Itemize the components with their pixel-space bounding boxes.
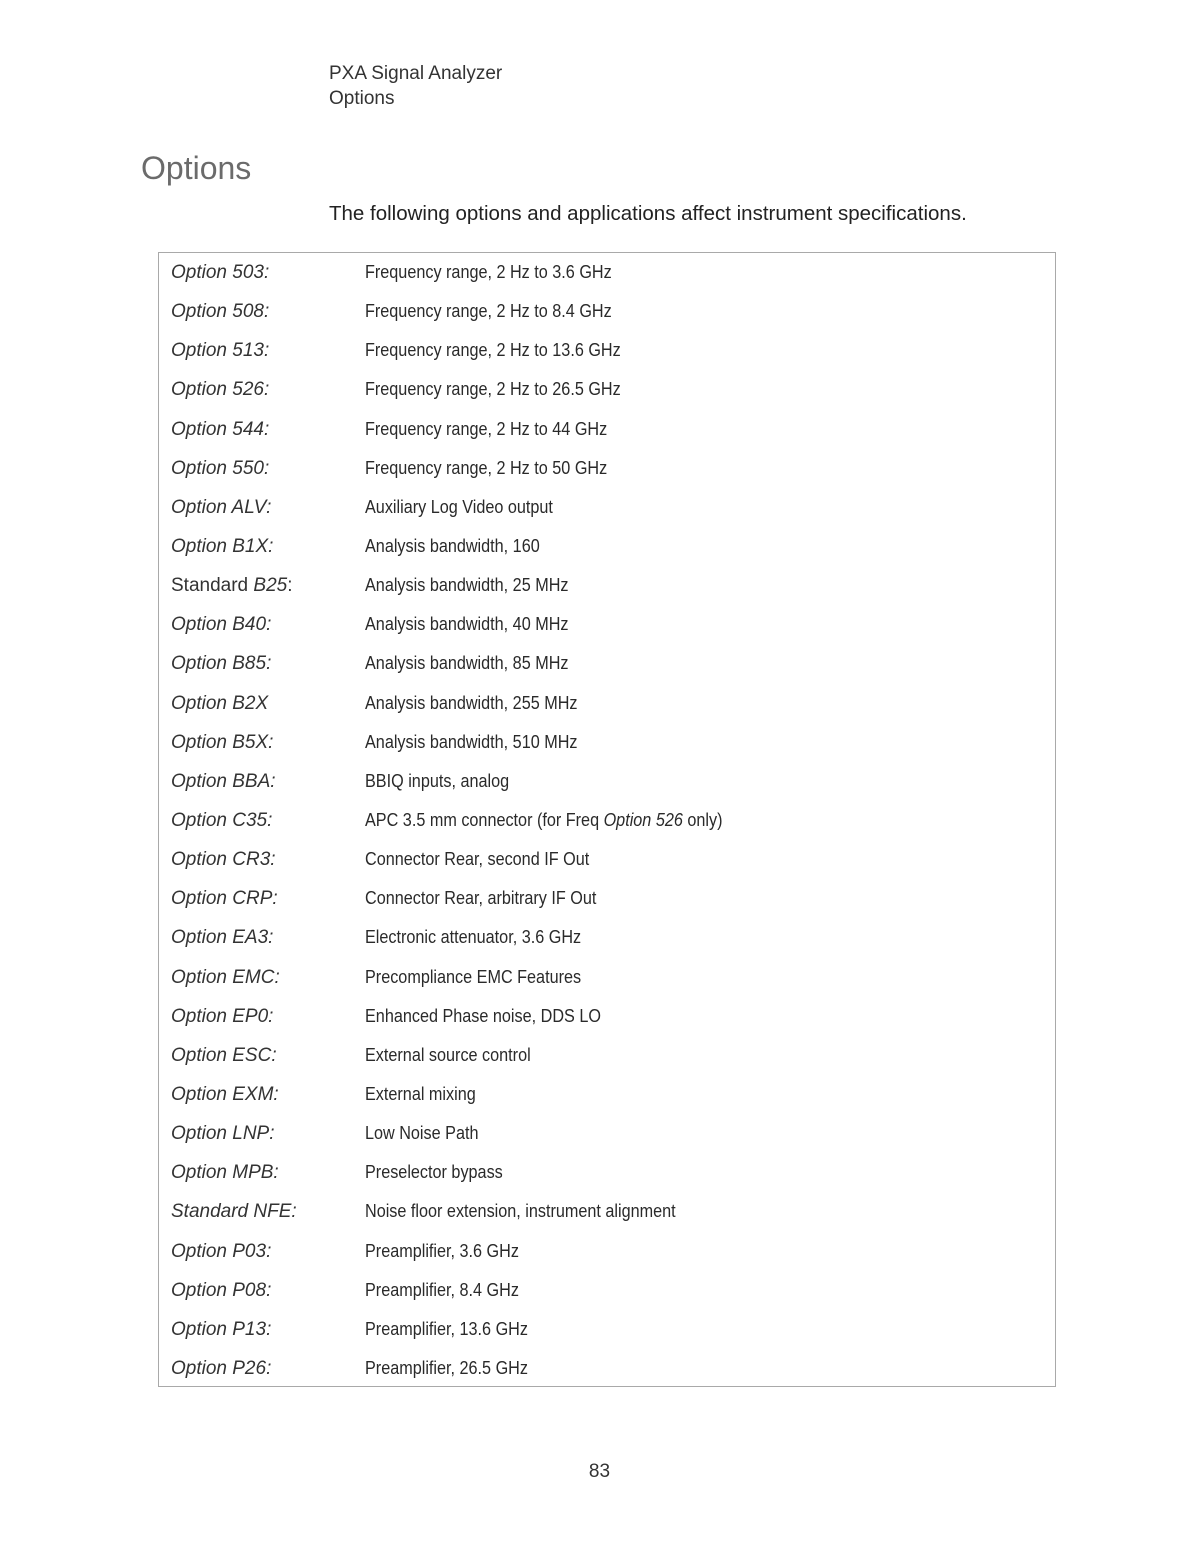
table-row bbox=[159, 1114, 1055, 1153]
option-description bbox=[365, 1271, 519, 1310]
option-description bbox=[365, 1114, 478, 1153]
option-description-text: Analysis bandwidth, 40 MHz bbox=[365, 614, 569, 635]
option-code-label: Option B85: bbox=[171, 653, 272, 675]
option-code bbox=[171, 918, 273, 957]
table-row bbox=[159, 449, 1055, 488]
option-description-text: Preselector bypass bbox=[365, 1162, 503, 1183]
option-code bbox=[171, 801, 272, 840]
table-row bbox=[159, 644, 1055, 683]
option-code-prefix: Standard bbox=[171, 575, 254, 597]
table-row bbox=[159, 684, 1055, 723]
table-row bbox=[159, 958, 1055, 997]
option-code-label: Option 544: bbox=[171, 418, 270, 440]
option-code-label: Option MPB: bbox=[171, 1162, 279, 1184]
option-code-label: Option P03: bbox=[171, 1240, 272, 1262]
option-description bbox=[365, 723, 578, 762]
option-description bbox=[365, 1075, 476, 1114]
option-code bbox=[171, 1075, 279, 1114]
option-description bbox=[365, 1153, 503, 1192]
option-description-text: Frequency range, 2 Hz to 3.6 GHz bbox=[365, 262, 612, 282]
table-row bbox=[159, 1075, 1055, 1114]
option-description-text: Analysis bandwidth, 160 bbox=[365, 535, 540, 556]
option-code bbox=[171, 723, 273, 762]
option-code bbox=[171, 840, 276, 879]
option-description-text: Precompliance EMC Features bbox=[365, 966, 582, 987]
option-code-label: Option C35: bbox=[171, 809, 273, 831]
option-code bbox=[171, 527, 273, 566]
option-description-text: Analysis bandwidth, 510 MHz bbox=[365, 731, 578, 752]
option-code bbox=[171, 762, 276, 801]
option-code bbox=[171, 488, 271, 527]
option-code-label: Option EXM: bbox=[171, 1083, 279, 1105]
option-code bbox=[171, 958, 280, 997]
table-row bbox=[159, 1232, 1055, 1271]
option-code-label: Option 550: bbox=[171, 457, 270, 479]
table-row bbox=[159, 292, 1055, 331]
option-code bbox=[171, 1192, 297, 1231]
option-description bbox=[365, 292, 612, 331]
option-description-text: BBIQ inputs, analog bbox=[365, 770, 510, 791]
option-code bbox=[171, 410, 269, 449]
option-code-label: Option CRP: bbox=[171, 888, 278, 910]
option-description-text: Preamplifier, 13.6 GHz bbox=[365, 1318, 528, 1339]
option-code bbox=[171, 1349, 271, 1388]
table-row bbox=[159, 879, 1055, 918]
option-description-text: Analysis bandwidth, 85 MHz bbox=[365, 653, 569, 674]
option-code bbox=[171, 449, 269, 488]
option-description-text: Enhanced Phase noise, DDS LO bbox=[365, 1005, 601, 1026]
option-code bbox=[171, 1114, 275, 1153]
option-code bbox=[171, 644, 271, 683]
table-row bbox=[159, 1349, 1055, 1388]
option-code bbox=[171, 566, 293, 605]
header-product: PXA Signal Analyzer bbox=[329, 63, 503, 84]
option-description bbox=[365, 1036, 531, 1075]
option-code bbox=[171, 684, 268, 723]
option-code-label: Option 508: bbox=[171, 301, 270, 323]
option-description-text: Frequency range, 2 Hz to 8.4 GHz bbox=[365, 301, 612, 322]
option-code bbox=[171, 1271, 271, 1310]
option-code-label: Option LNP: bbox=[171, 1123, 275, 1145]
option-code-suffix: : bbox=[287, 575, 293, 597]
table-row bbox=[159, 370, 1055, 409]
option-description bbox=[365, 918, 581, 957]
option-description-text: Analysis bandwidth, 255 MHz bbox=[365, 692, 578, 713]
option-code bbox=[171, 331, 269, 370]
option-code-label: Option ESC: bbox=[171, 1044, 277, 1066]
option-code-label: Option EP0: bbox=[171, 1005, 274, 1027]
option-description-text: Noise floor extension, instrument alignment bbox=[365, 1201, 676, 1222]
option-description-text: Preamplifier, 26.5 GHz bbox=[365, 1357, 528, 1378]
running-header bbox=[329, 61, 502, 111]
option-code bbox=[171, 292, 269, 331]
table-row bbox=[159, 331, 1055, 370]
table-row bbox=[159, 566, 1055, 605]
option-description-emphasis: Option 526 bbox=[603, 809, 683, 830]
table-row bbox=[159, 1036, 1055, 1075]
option-description bbox=[365, 566, 568, 605]
option-code-label: Option 503: bbox=[171, 262, 270, 283]
option-code-label: Option P13: bbox=[171, 1318, 272, 1340]
option-description bbox=[365, 449, 607, 488]
table-row bbox=[159, 918, 1055, 957]
option-description-text: Frequency range, 2 Hz to 44 GHz bbox=[365, 418, 608, 439]
option-code-label: Option B40: bbox=[171, 614, 272, 636]
table-row bbox=[159, 1153, 1055, 1192]
page-title: Options bbox=[141, 150, 252, 186]
option-code bbox=[171, 605, 271, 644]
option-description bbox=[365, 370, 621, 409]
option-description-text: Frequency range, 2 Hz to 13.6 GHz bbox=[365, 340, 621, 361]
option-description-text: Preamplifier, 8.4 GHz bbox=[365, 1279, 519, 1300]
option-code bbox=[171, 253, 269, 292]
table-row bbox=[159, 997, 1055, 1036]
option-code-label: Option 526: bbox=[171, 379, 270, 401]
option-description bbox=[365, 605, 568, 644]
option-description-text: APC 3.5 mm connector (for Freq bbox=[365, 809, 604, 830]
option-code-label: Option P08: bbox=[171, 1279, 272, 1301]
option-code-label: Option 513: bbox=[171, 340, 270, 362]
option-description-text: Frequency range, 2 Hz to 50 GHz bbox=[365, 457, 608, 478]
option-description-tail: only) bbox=[682, 809, 723, 830]
option-code-label: Option ALV: bbox=[171, 496, 272, 518]
option-description-text: Auxiliary Log Video output bbox=[365, 496, 553, 517]
option-code bbox=[171, 1310, 271, 1349]
option-description-text: Frequency range, 2 Hz to 26.5 GHz bbox=[365, 379, 621, 400]
option-description bbox=[365, 840, 589, 879]
table-row bbox=[159, 762, 1055, 801]
option-code bbox=[171, 1153, 279, 1192]
option-code bbox=[171, 1232, 271, 1271]
option-code-label: B25 bbox=[253, 575, 288, 597]
option-description bbox=[365, 1310, 528, 1349]
option-description-text: Connector Rear, second IF Out bbox=[365, 849, 590, 870]
option-code-label: Option B2X bbox=[171, 692, 269, 714]
option-code bbox=[171, 1036, 277, 1075]
option-description-text: Electronic attenuator, 3.6 GHz bbox=[365, 927, 582, 948]
table-row bbox=[159, 1192, 1055, 1231]
option-description-text: External mixing bbox=[365, 1083, 476, 1104]
option-code-label: Option EMC: bbox=[171, 966, 280, 988]
option-description bbox=[365, 684, 578, 723]
option-description bbox=[365, 331, 621, 370]
table-row bbox=[159, 605, 1055, 644]
table-row bbox=[159, 488, 1055, 527]
table-row bbox=[159, 801, 1055, 840]
option-description bbox=[365, 801, 722, 840]
option-description-text: Analysis bandwidth, 25 MHz bbox=[365, 575, 569, 596]
table-row bbox=[159, 410, 1055, 449]
option-description bbox=[365, 527, 540, 566]
intro-paragraph: The following options and applications affect instrument specifications. bbox=[329, 202, 967, 225]
option-code-label: Option B5X: bbox=[171, 731, 274, 753]
option-description bbox=[365, 762, 509, 801]
option-code-label: Standard NFE: bbox=[171, 1201, 297, 1223]
option-description bbox=[365, 1349, 528, 1388]
table-row bbox=[159, 840, 1055, 879]
table-row bbox=[159, 253, 1055, 292]
page-number: 83 bbox=[588, 1461, 611, 1482]
table-row bbox=[159, 1310, 1055, 1349]
option-description-text: Low Noise Path bbox=[365, 1123, 479, 1144]
option-code-label: Option CR3: bbox=[171, 849, 276, 871]
option-description bbox=[365, 410, 607, 449]
option-code-label: Option EA3: bbox=[171, 927, 274, 949]
option-description bbox=[365, 997, 601, 1036]
option-description bbox=[365, 644, 568, 683]
option-description bbox=[365, 253, 612, 292]
option-description-text: External source control bbox=[365, 1044, 531, 1065]
option-code-label: Option BBA: bbox=[171, 770, 276, 792]
table-row bbox=[159, 527, 1055, 566]
option-description bbox=[365, 1232, 519, 1271]
option-description bbox=[365, 488, 553, 527]
option-description-text: Connector Rear, arbitrary IF Out bbox=[365, 888, 597, 909]
option-code bbox=[171, 997, 273, 1036]
option-code-label: Option P26: bbox=[171, 1357, 272, 1379]
option-code bbox=[171, 370, 269, 409]
table-row bbox=[159, 723, 1055, 762]
option-description bbox=[365, 1192, 676, 1231]
option-description bbox=[365, 879, 596, 918]
option-code bbox=[171, 879, 278, 918]
option-description-text: Preamplifier, 3.6 GHz bbox=[365, 1240, 519, 1261]
header-section: Options bbox=[329, 88, 395, 109]
options-table bbox=[158, 252, 1056, 1387]
option-code-label: Option B1X: bbox=[171, 535, 274, 557]
option-description bbox=[365, 958, 581, 997]
table-row bbox=[159, 1271, 1055, 1310]
